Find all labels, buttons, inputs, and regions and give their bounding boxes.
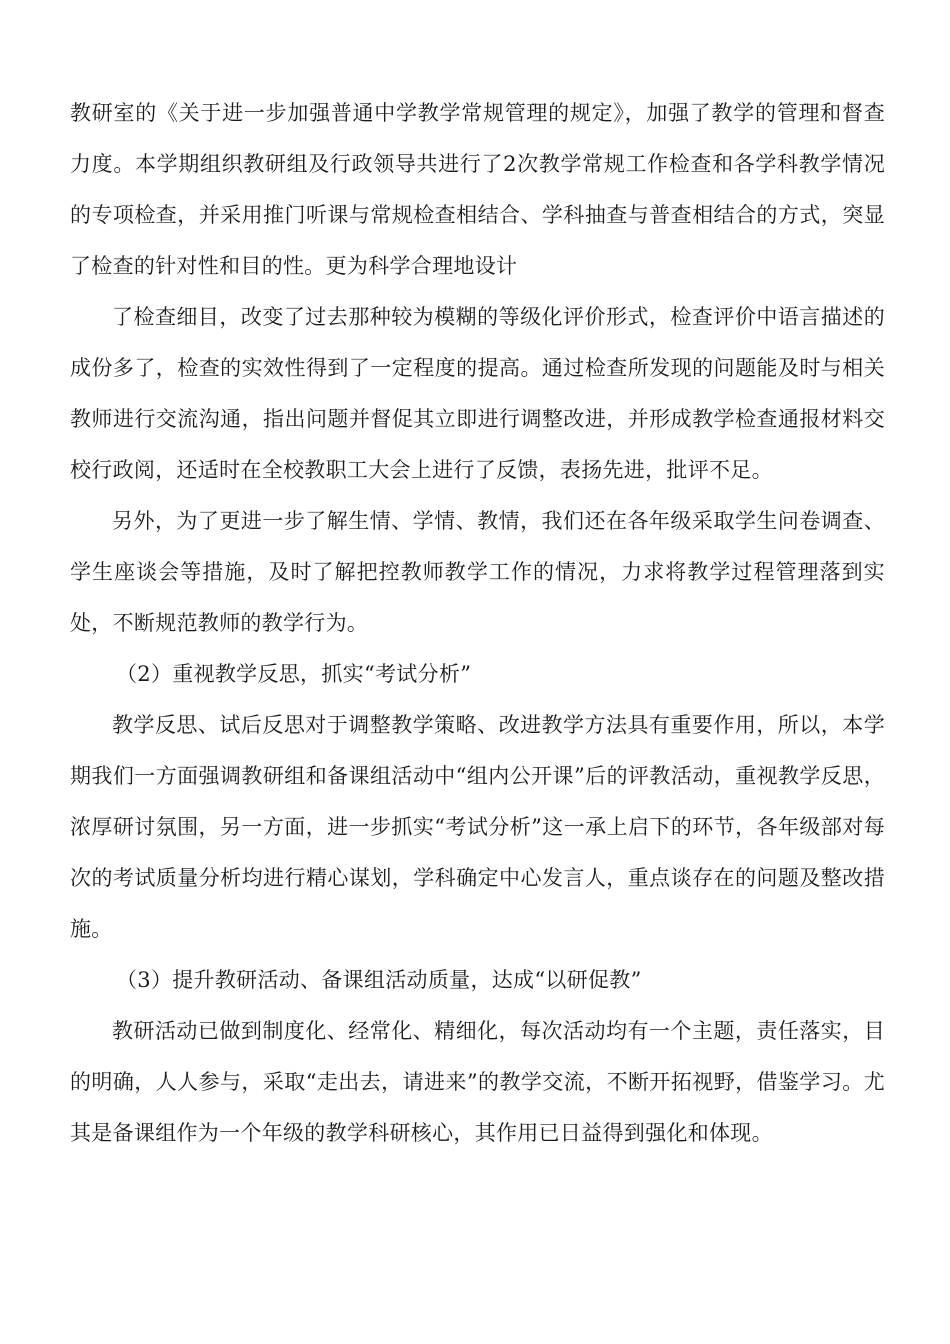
section-heading-reflection: （2）重视教学反思，抓实“考试分析” [116,662,472,686]
paragraph-teaching-reflection: 教学反思、试后反思对于调整教学策略、改进教学方法具有重要作用，所以，本学期我们一方面强调教研组和备课组活动中“组内公开课”后的评教活动，重视教学反思，浓厚研讨氛围，另一方面，进一步抓实“考试分析”这一承上启下的环节，各年级部对每次的考试质量分析均进行精心谋划，学科确定中心发言人，重点谈存在的问题及整改措施。 [70,713,885,941]
paragraph-continuation: 教研室的《关于进一步加强普通中学教学常规管理的规定》，加强了教学的管理和督查力度。本学期组织教研组及行政领导共进行了2次教学常规工作检查和各学科教学情况的专项检查，并采用推门听课与常规检查相结合、学科抽查与普查相结合的方式，突显了检查的针对性和目的性。更为科学合理地设计 [70,101,885,278]
paragraph-inspection-details: 了检查细目，改变了过去那种较为模糊的等级化评价形式，检查评价中语言描述的成份多了，检查的实效性得到了一定程度的提高。通过检查所发现的问题能及时与相关教师进行交流沟通，指出问题并督促其立即进行调整改进，并形成教学检查通报材料交校行政阅，还适时在全校教职工大会上进行了反馈，表扬先进，批评不足。 [70,305,885,482]
paragraph-student-survey: 另外，为了更进一步了解生情、学情、教情，我们还在各年级采取学生问卷调查、学生座谈会等措施，及时了解把控教师教学工作的情况，力求将教学过程管理落到实处，不断规范教师的教学行为。 [70,509,885,635]
section-heading-research-quality: （3）提升教研活动、备课组活动质量，达成“以研促教” [116,968,642,992]
document-page [70,88,885,1159]
paragraph-research-activities: 教研活动已做到制度化、经常化、精细化，每次活动均有一个主题，责任落实，目的明确，人人参与，采取“走出去，请进来”的教学交流，不断开拓视野，借鉴学习。尤其是备课组作为一个年级的教学科研核心，其作用已日益得到强化和体现。 [70,1019,885,1145]
